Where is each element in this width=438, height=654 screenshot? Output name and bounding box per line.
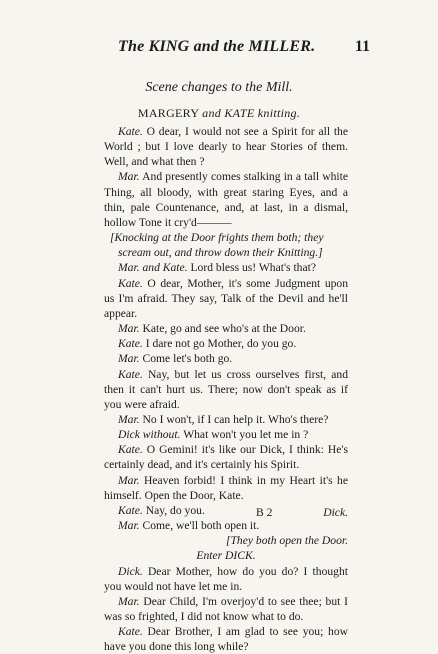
speech-text: I dare not go Mother, do you go. [145,337,297,351]
speech-text: O Gemini! it's like our Dick, I think: He's certainly dead, and it's certainly his Spirit. [104,443,348,472]
speech-text: O dear, Mother, it's some Judgment upon us I'm afraid. They say, Talk of the Devil and he'll appear. [104,276,349,320]
speech-11 [104,442,348,472]
speech-text: Nay, but let us cross ourselves first, and then it can't hurt us. There; now don't speak as if you were afraid. [104,367,348,411]
speaker: Mar. [118,322,140,336]
enter-dick: Enter DICK. [196,549,256,563]
speaker: Kate. [118,443,143,457]
speech-5 [104,321,348,336]
catchword: Dick. [323,506,348,519]
speech-6 [104,336,348,351]
speech-text: Dear Brother, I am glad to see you; how have you done this long while? [104,625,348,654]
speech-14 [104,518,348,533]
speech-16 [104,594,348,624]
speech-text: Come, we'll both open it. [142,519,260,533]
persons-a: MARGERY [137,106,199,120]
scene-heading: Scene changes to the Mill. [145,80,293,95]
speech-text: Come let's both go. [142,352,233,366]
speech-9 [104,412,348,427]
speech-13 [104,503,348,518]
speaker: Dick. [118,564,143,578]
running-head: The KING and the MILLER. [118,38,316,55]
speech-text: Dear Mother, how do you do? I thought you would not have let me in. [104,564,348,593]
speaker: Mar. [118,519,140,533]
persons-and: and [202,106,222,120]
speaker: Kate. [118,276,143,290]
dialogue-body [104,124,348,654]
speech-text: Kate, go and see who's at the Door. [142,322,306,336]
speech-8 [104,367,348,412]
speech-10 [104,427,348,442]
persons-line [0,106,438,121]
stage-direction-door: [They both open the Door. [225,534,348,548]
signature-mark: B 2 [256,506,273,519]
speech-text: Dear Child, I'm overjoy'd to see thee; but I was so frighted, I did not know what to do. [104,594,348,623]
speech-text: Lord bless us! What's that? [190,261,316,275]
speech-17 [104,624,348,654]
speech-text: Heaven forbid! I think in my Heart it's he himself. Open the Door, Kate. [104,473,349,502]
speech-text: O dear, I would not see a Spirit for all the World ; but I love dearly to hear Stories of them. Well, and what then ? [104,125,349,169]
speech-text: What won't you let me in ? [183,428,309,442]
speaker: Dick without. [118,428,181,442]
speech-2 [104,169,348,230]
speaker: Kate. [118,367,143,381]
persons-b: KATE knitting. [224,106,301,120]
speech-text: No I won't, if I can help it. Who's there? [142,412,329,426]
speaker: Kate. [118,625,143,639]
speech-text: Nay, do you. [145,503,205,517]
speech-12 [104,473,348,503]
speech-4 [104,276,348,321]
speaker: Mar. [118,473,140,487]
speaker: Mar. [118,352,140,366]
speech-text: And presently comes stalking in a tall white Thing, all bloody, with great staring Eyes, and a thin, pale Countenance, and, at last, in a dismal, hollow Tone it cry'd——— [104,170,348,229]
speech-15 [104,564,348,594]
speaker: Kate. [118,503,143,517]
speech-3 [104,260,348,275]
speaker: Kate. [118,125,143,138]
speaker: Mar. and Kate. [118,261,188,275]
stage-direction: [Knocking at the Door frights them both; they scream out, and throw down their Knitting.] [110,231,324,260]
speech-1 [104,124,348,169]
page-number: 11 [354,38,370,55]
speaker: Kate. [118,337,143,351]
speaker: Mar. [118,412,140,426]
speech-7 [104,351,348,366]
speaker: Mar. [118,594,140,608]
speaker: Mar. [118,170,140,184]
